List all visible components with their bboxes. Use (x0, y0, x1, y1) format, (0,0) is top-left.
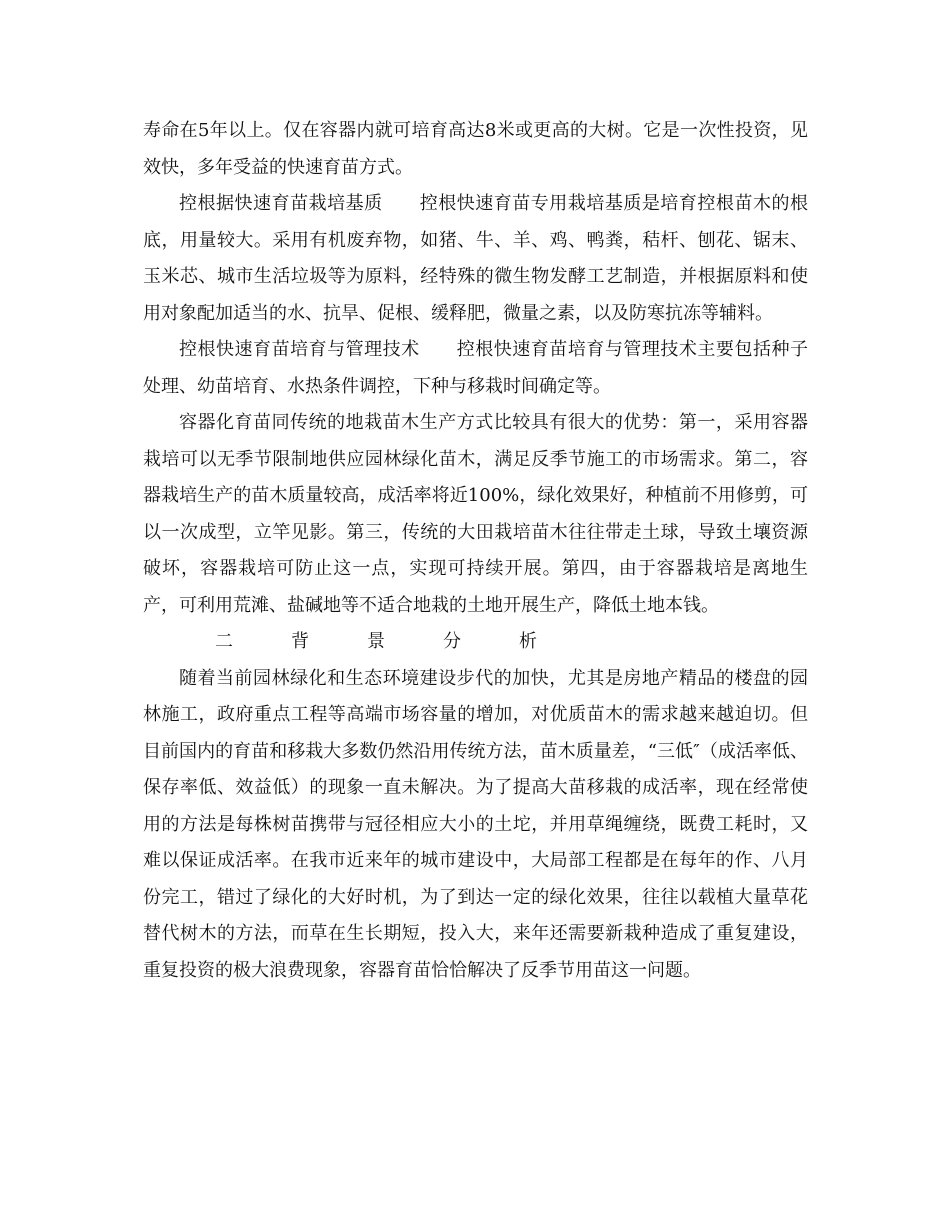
paragraph-substrate: 控根据快速育苗栽培基质 控根快速育苗专用栽培基质是培育控根苗木的根底，用量较大。采用有机废弃物，如猪、牛、羊、鸡、鸭粪，秸杆、刨花、锯末、玉米芯、城市生活垃圾等为原料，经特殊的微生物发酵工艺制造，并根据原料和使用对象配加适当的水、抗旱、促根、缓释肥，微量之素，以及防寒抗冻等辅料。 (143, 193, 808, 324)
paragraph-background: 随着当前园林绿化和生态环境建设步代的加快，尤其是房地产精品的楼盘的园林施工，政府重点工程等高端市场容量的增加，对优质苗木的需求越来越迫切。但目前国内的育苗和移栽大多数仍然沿用传统方法，苗木质量差，“三低″（成活率低、保存率低、效益低）的现象一直未解决。为了提高大苗移栽的成活率，现在经常使用的方法是每株树苗携带与冠径相应大小的土坨，并用草绳缠绕，既费工耗时，又难以保证成活率。在我市近来年的城市建设中，大局部工程都是在每年的作、八月份完工，错过了绿化的大好时机，为了到达一定的绿化效果，往往以载植大量草花替代树木的方法，而草在生长期短，投入大，来年还需要新栽种造成了重复建设，重复投资的极大浪费现象，容器育苗恰恰解决了反季节用苗这一问题。 (143, 667, 808, 981)
document-body (143, 113, 808, 989)
heading-char: 二 (215, 631, 233, 652)
paragraph-advantages: 容器化育苗同传统的地栽苗木生产方式比较具有很大的优势：第一，采用容器栽培可以无季节限制地供应园林绿化苗木，满足反季节施工的市场需求。第二，容器栽培生产的苗木质量较高，成活率将近100%，绿化效果好，种植前不用修剪，可以一次成型，立竿见影。第三，传统的大田栽培苗木往往带走土球，导致土壤资源破坏，容器栽培可防止这一点，实现可持续开展。第四，由于容器栽培是离地生产，可利用荒滩、盐碱地等不适合地栽的土地开展生产，降低土地本钱。 (143, 412, 808, 616)
heading-char: 分 (443, 631, 461, 652)
paragraph-management: 控根快速育苗培育与管理技术 控根快速育苗培育与管理技术主要包括种子处理、幼苗培育、水热条件调控，下种与移栽时间确定等。 (143, 339, 808, 397)
section-heading (143, 624, 808, 661)
paragraph-intro: 寿命在5年以上。仅在容器内就可培育高达8米或更高的大树。它是一次性投资，见效快，多年受益的快速育苗方式。 (143, 120, 808, 178)
heading-char: 景 (367, 631, 385, 652)
heading-char: 析 (519, 631, 537, 652)
heading-char: 背 (291, 631, 309, 652)
